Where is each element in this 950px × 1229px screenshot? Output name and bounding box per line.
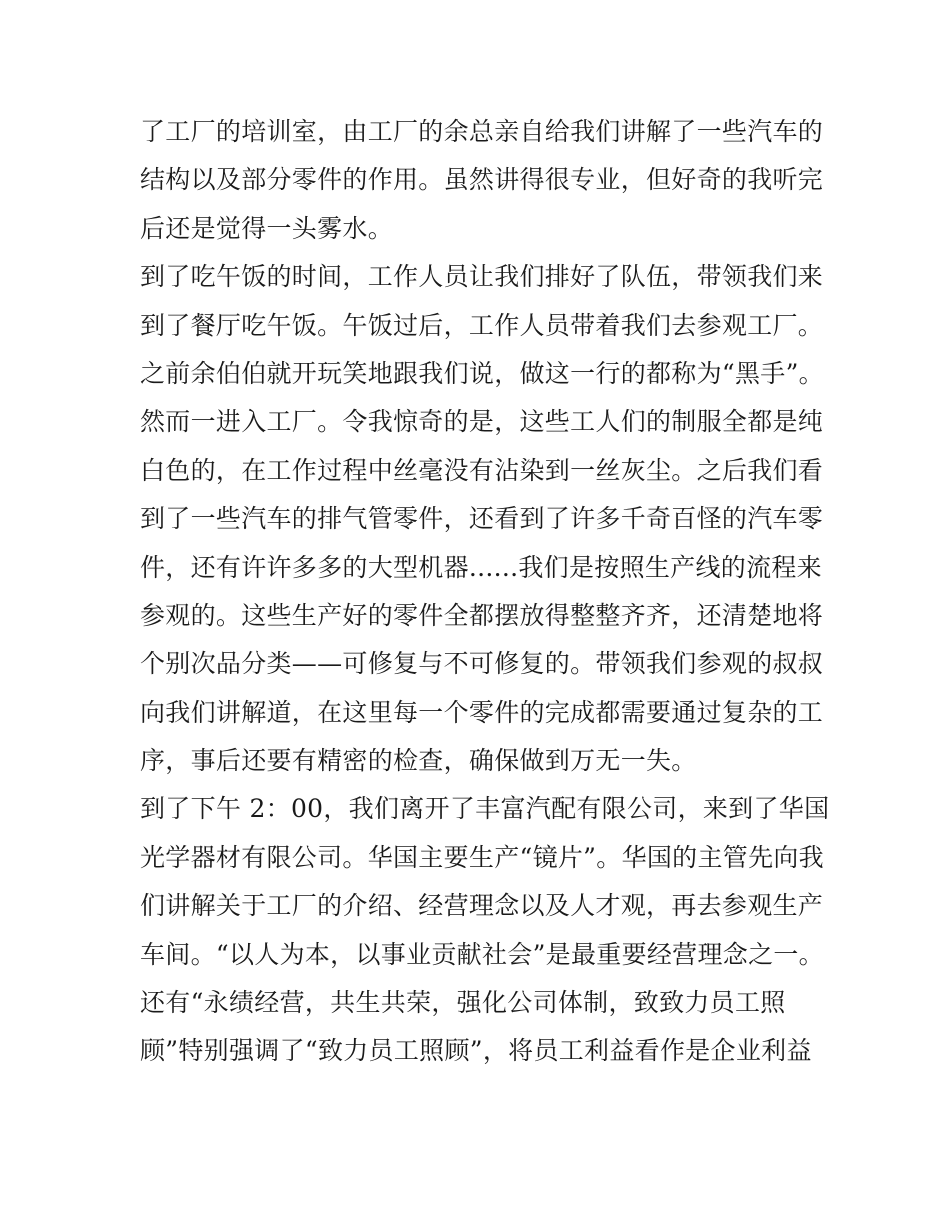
text-line: 到了下午 2：00，我们离开了丰富汽配有限公司，来到了华国 — [140, 794, 830, 824]
text-line: 结构以及部分零件的作用。虽然讲得很专业，但好奇的我听完 — [140, 165, 824, 195]
text-line: 光学器材有限公司。华国主要生产“镜片”。华国的主管先向我 — [140, 842, 824, 872]
text-line: 了工厂的培训室，由工厂的余总亲自给我们讲解了一些汽车的 — [140, 117, 824, 146]
text-line: 到了餐厅吃午饭。午饭过后，工作人员带着我们去参观工厂。 — [140, 310, 824, 340]
document-body — [140, 108, 830, 1076]
text-line: 到了吃午饭的时间，工作人员让我们排好了队伍，带领我们来 — [140, 262, 824, 292]
text-line: 还有“永绩经营，共生共荣，强化公司体制，致致力员工照 — [140, 988, 786, 1018]
text-line: 到了一些汽车的排气管零件，还看到了许多千奇百怪的汽车零 — [140, 504, 824, 534]
text-line: 顾”特别强调了“致力员工照顾”，将员工利益看作是企业利益 — [140, 1036, 812, 1066]
text-line: 然而一进入工厂。令我惊奇的是，这些工人们的制服全都是纯 — [140, 407, 824, 437]
text-line: 向我们讲解道，在这里每一个零件的完成都需要通过复杂的工 — [140, 697, 824, 727]
text-line: 车间。“以人为本，以事业贡献社会”是最重要经营理念之一。 — [140, 939, 824, 969]
text-line: 们讲解关于工厂的介绍、经营理念以及人才观，再去参观生产 — [140, 891, 824, 921]
text-line: 之前余伯伯就开玩笑地跟我们说，做这一行的都称为“黑手”。 — [140, 358, 824, 388]
text-line: 个别次品分类——可修复与不可修复的。带领我们参观的叔叔 — [140, 649, 824, 679]
text-line: 后还是觉得一头雾水。 — [140, 213, 394, 243]
text-line: 件，还有许许多多的大型机器......我们是按照生产线的流程来 — [140, 552, 822, 582]
text-line: 序，事后还要有精密的检查，确保做到万无一失。 — [140, 746, 697, 776]
text-line: 白色的，在工作过程中丝毫没有沾染到一丝灰尘。之后我们看 — [140, 455, 824, 485]
text-line: 参观的。这些生产好的零件全都摆放得整整齐齐，还清楚地将 — [140, 600, 824, 630]
